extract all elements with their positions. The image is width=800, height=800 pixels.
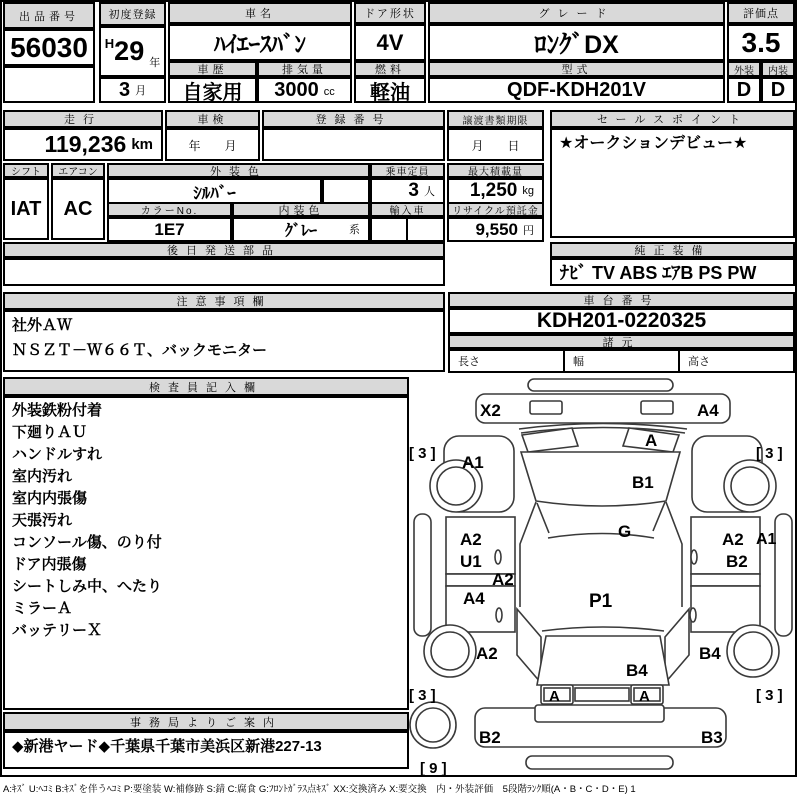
lot-number-value: 56030	[3, 29, 95, 66]
front-top-bar	[528, 379, 673, 391]
month-suffix: 月	[135, 85, 147, 97]
registration-no-value	[262, 128, 445, 161]
car-name-value: ﾊｲｴｰｽﾊﾞﾝ	[168, 24, 352, 61]
spare-tire	[410, 702, 456, 748]
inspector-line: ドア内張傷	[12, 556, 87, 573]
interior-color-header: 内装色	[232, 202, 370, 217]
recycle-deposit-header: リサイクル預託金	[447, 202, 544, 217]
damage-code-rear-bumper-left: B2	[479, 728, 501, 747]
right-door-handle	[691, 550, 697, 564]
inspector-line: 天張汚れ	[12, 512, 73, 529]
displacement-unit: cc	[323, 86, 335, 98]
recycle-deposit-number: 9,550	[475, 219, 518, 239]
inspector-notes-box	[3, 396, 409, 710]
left-door-handle	[495, 550, 501, 564]
capacity-unit: 人	[424, 186, 435, 198]
specs-height-cell: 高さ	[678, 349, 795, 373]
mileage-number: 119,236	[44, 131, 127, 157]
inspector-line: バッテリーＸ	[12, 622, 103, 639]
mileage-header: 走行	[3, 110, 163, 128]
damage-code-right-front-door-upper: A2	[722, 530, 744, 549]
lot-number-header: 出品番号	[3, 2, 95, 29]
recycle-deposit-unit: 円	[523, 224, 534, 237]
era-letter: H	[104, 36, 115, 51]
door-shape-value: 4V	[354, 24, 426, 61]
tire-depth-spare: [ 9 ]	[420, 760, 447, 777]
interior-grade-header: 内装	[761, 61, 795, 77]
year-number: 29	[114, 36, 145, 66]
left-slide-handle	[496, 608, 502, 622]
right-rocker-panel	[775, 514, 792, 636]
specs-width-cell: 幅	[563, 349, 680, 373]
car-history-value: 自家用	[168, 77, 257, 103]
score-header: 評価点	[727, 2, 795, 24]
later-parts-header: 後日発送部品	[3, 242, 445, 258]
capacity-header: 乗車定員	[370, 163, 445, 178]
left-quarter-panel	[517, 609, 541, 683]
front-bumper-slot-left	[530, 401, 562, 414]
max-load-number: 1,250	[469, 180, 518, 201]
specs-length-cell: 長さ	[448, 349, 565, 373]
office-info-text: ◆新港ヤード◆千葉県千葉市美浜区新港227-13	[12, 738, 322, 755]
front-bumper-slot-right	[641, 401, 673, 414]
score-value: 3.5	[727, 24, 795, 61]
right-quarter-panel	[665, 609, 689, 683]
damage-code-rear-window: B4	[626, 661, 648, 680]
door-shape-header: ドア形状	[354, 2, 426, 24]
chassis-no-value: KDH201-0220325	[448, 308, 795, 334]
vehicle-damage-diagram	[408, 374, 798, 777]
right-slide-handle	[690, 608, 696, 622]
shift-value: IAT	[3, 178, 49, 240]
damage-code-roof: P1	[589, 591, 613, 612]
displacement-header: 排気量	[257, 61, 352, 77]
fuel-header: 燃料	[354, 61, 426, 77]
damage-code-tail-lamp-left: A	[549, 688, 560, 705]
inspection-header: 車検	[165, 110, 260, 128]
mileage-value	[3, 128, 163, 161]
notes-line-1: 社外ＡＷ	[12, 317, 73, 334]
transfer-deadline-value: 月 日	[447, 128, 544, 161]
windshield	[521, 452, 680, 506]
chassis-no-header: 車台番号	[448, 292, 795, 308]
inspector-line: シートしみ中、へたり	[12, 578, 163, 595]
exterior-grade-value: D	[727, 77, 761, 103]
rear-bottom-bar	[526, 756, 673, 769]
import-car-empty-cell-1	[370, 217, 408, 242]
damage-code-windshield: B1	[632, 473, 654, 492]
displacement-number: 3000	[274, 78, 319, 101]
grade-header: グレード	[428, 2, 725, 24]
year-suffix: 年	[149, 57, 161, 69]
exterior-color-value: ｼﾙﾊﾞｰ	[107, 178, 322, 204]
inspector-notes-header: 検査員記入欄	[3, 377, 409, 396]
inspector-line: ミラーＡ	[12, 600, 73, 617]
inspector-line: 外装鉄粉付着	[12, 402, 103, 419]
lot-number-empty-cell	[3, 66, 95, 103]
max-load-value	[447, 178, 544, 204]
inspection-value: 年 月	[165, 128, 260, 161]
tire-depth-rear-right: [ 3 ]	[756, 687, 783, 704]
damage-code-left-front-door-upper: A2	[460, 530, 482, 549]
tire-depth-front-left: [ 3 ]	[409, 445, 436, 462]
sales-point-box	[550, 128, 795, 238]
damage-code-rear-bumper-right: B3	[701, 728, 723, 747]
inspector-line: 室内汚れ	[12, 468, 73, 485]
tire-depth-front-right: [ 3 ]	[756, 445, 783, 462]
exterior-grade-header: 外装	[727, 61, 761, 77]
damage-code-left-rear-quarter: A2	[476, 644, 498, 663]
inspector-line: ハンドルすれ	[12, 446, 103, 463]
sales-point-header: セールスポイント	[550, 110, 795, 128]
grade-value: ﾛﾝｸﾞDX	[428, 24, 725, 61]
capacity-value	[370, 178, 445, 204]
transfer-deadline-header: 譲渡書類期限	[447, 110, 544, 128]
inspector-line: コンソール傷、のり付	[12, 534, 162, 551]
exterior-color-header: 外装色	[107, 163, 370, 178]
later-parts-value	[3, 258, 445, 286]
interior-color-suffix: 系	[349, 224, 360, 236]
tire-depth-rear-left: [ 3 ]	[409, 687, 436, 704]
car-name-header: 車名	[168, 2, 352, 24]
roof-rear-seam	[542, 627, 664, 631]
inspector-line: 下廻りＡＵ	[12, 424, 88, 441]
aircon-value: AC	[51, 178, 105, 240]
damage-code-front-bumper-left: X2	[480, 401, 501, 420]
rear-window	[537, 636, 669, 685]
inspector-line: 室内内張傷	[12, 490, 88, 507]
model-code-value: QDF-KDH201V	[428, 77, 725, 103]
factory-equipment-header: 純正装備	[550, 242, 795, 258]
interior-color-value	[232, 217, 370, 242]
first-registration-year	[99, 26, 166, 77]
left-rocker-panel	[414, 514, 431, 636]
damage-code-hood: G	[618, 522, 632, 541]
rear-gate-lower	[535, 705, 664, 722]
exterior-color-empty-cell	[322, 178, 370, 204]
aircon-header: エアコン	[51, 163, 105, 178]
displacement-value	[257, 77, 352, 103]
month-number: 3	[118, 78, 131, 101]
first-registration-header: 初度登録	[99, 2, 166, 26]
capacity-number: 3	[408, 180, 419, 201]
import-car-header: 輸入車	[370, 202, 445, 217]
color-no-header: カラーNo.	[107, 202, 232, 217]
front-bumper	[476, 394, 730, 423]
office-info-box	[3, 731, 409, 769]
damage-code-legend: A:ｷｽﾞ U:ﾍｺﾐ B:ｷｽﾞを伴うﾍｺﾐ P:要塗装 W:補修跡 S:錆 C:腐食 G:ﾌﾛﾝﾄｶﾞﾗｽ点ｷｽﾞ XX:交換済み X:要交換 内・外装評価 5段階ﾗﾝｸ順(A・B・C・D・E) 1	[3, 784, 636, 795]
notes-box	[3, 310, 445, 372]
damage-code-left-front-fender: A1	[462, 453, 484, 472]
first-registration-month	[99, 77, 166, 103]
fuel-value: 軽油	[354, 77, 426, 103]
sales-point-text: ★オークションデビュー★	[559, 135, 748, 152]
color-no-value: 1E7	[107, 217, 232, 242]
damage-code-left-slide-door: A4	[463, 589, 485, 608]
damage-code-tail-lamp-right: A	[639, 688, 650, 705]
registration-no-header: 登録番号	[262, 110, 445, 128]
factory-equipment-value: ﾅﾋﾞ TV ABS ｴｱB PS PW	[550, 258, 795, 286]
notes-line-2: ＮＳＺＴ－Ｗ６６Ｔ、バックモニター	[12, 342, 268, 359]
specs-header: 諸元	[448, 334, 795, 349]
damage-code-right-rear-quarter: B4	[699, 644, 721, 663]
interior-color-name: ｸﾞﾚｰ	[284, 223, 317, 240]
shift-header: シフト	[3, 163, 49, 178]
damage-code-left-center-strip: A2	[492, 570, 514, 589]
model-code-header: 型式	[428, 61, 725, 77]
max-load-unit: kg	[522, 185, 534, 197]
right-center-strip	[691, 574, 760, 586]
damage-code-cowl: A	[645, 431, 658, 450]
car-history-header: 車歴	[168, 61, 257, 77]
notes-header: 注意事項欄	[3, 292, 445, 310]
damage-code-right-side: A1	[756, 531, 777, 548]
recycle-deposit-value	[447, 217, 544, 242]
damage-code-front-bumper-right: A4	[697, 401, 719, 420]
damage-code-right-front-door-lower: B2	[726, 552, 748, 571]
license-plate-recess	[575, 688, 629, 701]
interior-grade-value: D	[761, 77, 795, 103]
import-car-empty-cell-2	[406, 217, 445, 242]
mileage-unit: km	[131, 136, 153, 153]
roof-front-seam	[548, 534, 654, 539]
office-info-header: 事務局よりご案内	[3, 712, 409, 731]
max-load-header: 最大積載量	[447, 163, 544, 178]
damage-code-left-front-door-lower: U1	[460, 552, 482, 571]
